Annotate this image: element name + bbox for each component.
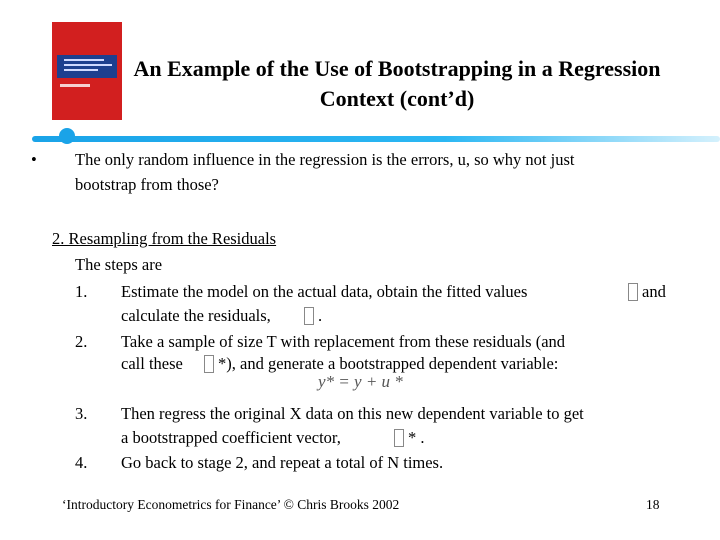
bullet-text-line-1: The only random influence in the regression is the errors, u, so why not just	[75, 150, 575, 169]
bootstrap-formula: y* = y + u *	[318, 372, 403, 391]
beta-symbol	[394, 429, 404, 450]
step-1-line-1: Estimate the model on the actual data, obtain the fitted values	[121, 282, 528, 301]
step-4-number: 4.	[75, 453, 88, 472]
cover-author-line	[60, 84, 90, 87]
step-3-line-2: a bootstrapped coefficient vector,	[121, 428, 341, 447]
step-3-line-1: Then regress the original X data on this new dependent variable to get	[121, 404, 584, 423]
title-divider-bar	[32, 136, 720, 142]
footer-citation: ‘Introductory Econometrics for Finance’ © Chris Brooks 2002	[62, 497, 400, 512]
divider-bullet-dot	[59, 128, 75, 144]
section-heading: 2. Resampling from the Residuals	[52, 229, 277, 248]
page-number: 18	[646, 497, 660, 512]
residuals-symbol	[304, 307, 314, 328]
step-3-line-2-tail: * .	[408, 428, 425, 447]
bullet-icon: •	[31, 150, 37, 169]
title-line-1: An Example of the Use of Bootstrapping in a Regression	[133, 56, 661, 81]
fitted-values-symbol	[628, 283, 638, 304]
step-1-number: 1.	[75, 282, 88, 301]
steps-intro: The steps are	[75, 255, 163, 274]
step-2-line-1: Take a sample of size T with replacement from these residuals (and	[121, 332, 566, 351]
bullet-text-line-2: bootstrap from those?	[75, 175, 219, 194]
slide-title	[92, 54, 702, 114]
step-1-line-2: calculate the residuals,	[121, 306, 271, 325]
step-1-line-2-tail: .	[318, 306, 323, 325]
resampled-residual-symbol	[204, 355, 214, 376]
title-line-2: Context (cont’d)	[319, 86, 475, 111]
step-3-number: 3.	[75, 404, 88, 423]
step-2-number: 2.	[75, 332, 88, 351]
step-2-line-2-tail: *), and generate a bootstrapped dependent variable:	[218, 354, 559, 373]
step-2-line-2: call these	[121, 354, 183, 373]
step-1-line-1-tail: and	[642, 282, 666, 301]
step-4-line-1: Go back to stage 2, and repeat a total of N times.	[121, 453, 444, 472]
